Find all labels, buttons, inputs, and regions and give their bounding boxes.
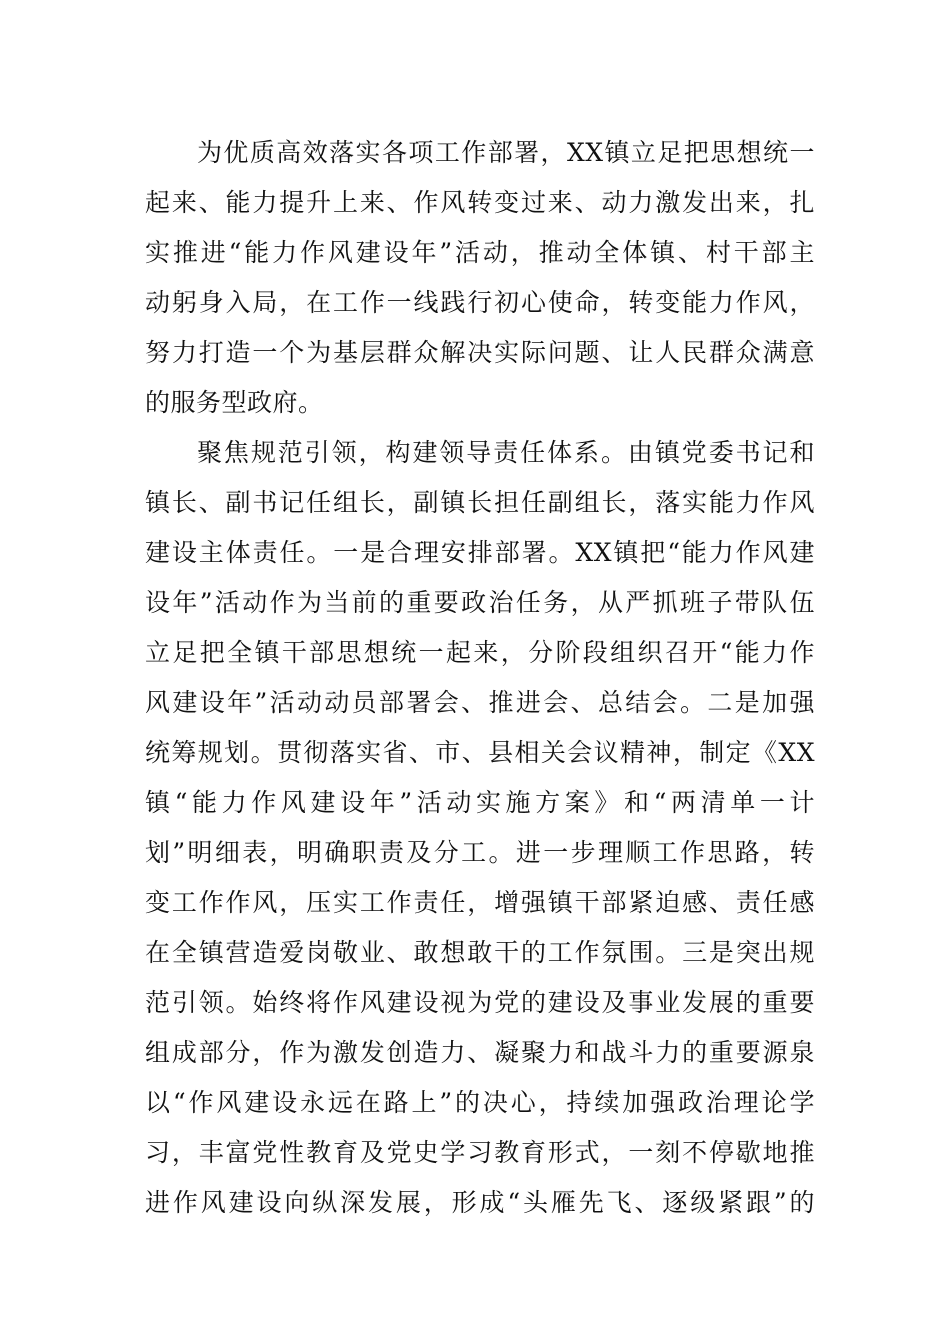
paragraph-line: 范引领。始终将作风建设视为党的建设及事业发展的重要	[145, 988, 815, 1017]
paragraph-line: 划”明细表，明确职责及分工。进一步理顺工作思路，转	[145, 838, 815, 867]
paragraph-line: 组成部分，作为激发创造力、凝聚力和战斗力的重要源泉	[145, 1038, 815, 1067]
paragraph-line: 努力打造一个为基层群众解决实际问题、让人民群众满意	[145, 338, 815, 367]
paragraph-line: 进作风建设向纵深发展，形成“头雁先飞、逐级紧跟”的	[145, 1188, 815, 1217]
paragraph-line: 变工作作风，压实工作责任，增强镇干部紧迫感、责任感	[145, 888, 815, 917]
paragraph-line: 动躬身入局，在工作一线践行初心使命，转变能力作风，	[145, 288, 815, 317]
paragraph-line: 起来、能力提升上来、作风转变过来、动力激发出来，扎	[145, 188, 815, 217]
paragraph-line: 实推进“能力作风建设年”活动，推动全体镇、村干部主	[145, 238, 815, 267]
paragraph-line: 立足把全镇干部思想统一起来，分阶段组织召开“能力作	[145, 638, 815, 667]
paragraph-line: 建设主体责任。一是合理安排部署。XX镇把“能力作风建	[145, 538, 815, 567]
paragraph-line: 镇长、副书记任组长，副镇长担任副组长，落实能力作风	[145, 488, 815, 517]
paragraph-line: 以“作风建设永远在路上”的决心，持续加强政治理论学	[145, 1088, 815, 1117]
paragraph-line: 风建设年”活动动员部署会、推进会、总结会。二是加强	[145, 688, 815, 717]
paragraph-line: 设年”活动作为当前的重要政治任务，从严抓班子带队伍	[145, 588, 815, 617]
paragraph-line: 镇“能力作风建设年”活动实施方案》和“两清单一计	[145, 788, 815, 817]
paragraph-line: 在全镇营造爱岗敬业、敢想敢干的工作氛围。三是突出规	[145, 938, 815, 967]
paragraph-1	[145, 128, 815, 428]
paragraph-line: 聚焦规范引领，构建领导责任体系。由镇党委书记和	[197, 438, 815, 467]
paragraph-line: 为优质高效落实各项工作部署，XX镇立足把思想统一	[197, 138, 815, 167]
paragraph-line: 习，丰富党性教育及党史学习教育形式，一刻不停歇地推	[145, 1138, 815, 1167]
paragraph-2	[145, 428, 815, 1228]
paragraph-line: 的服务型政府。	[145, 388, 324, 417]
paragraph-line: 统筹规划。贯彻落实省、市、县相关会议精神，制定《XX	[145, 738, 815, 767]
